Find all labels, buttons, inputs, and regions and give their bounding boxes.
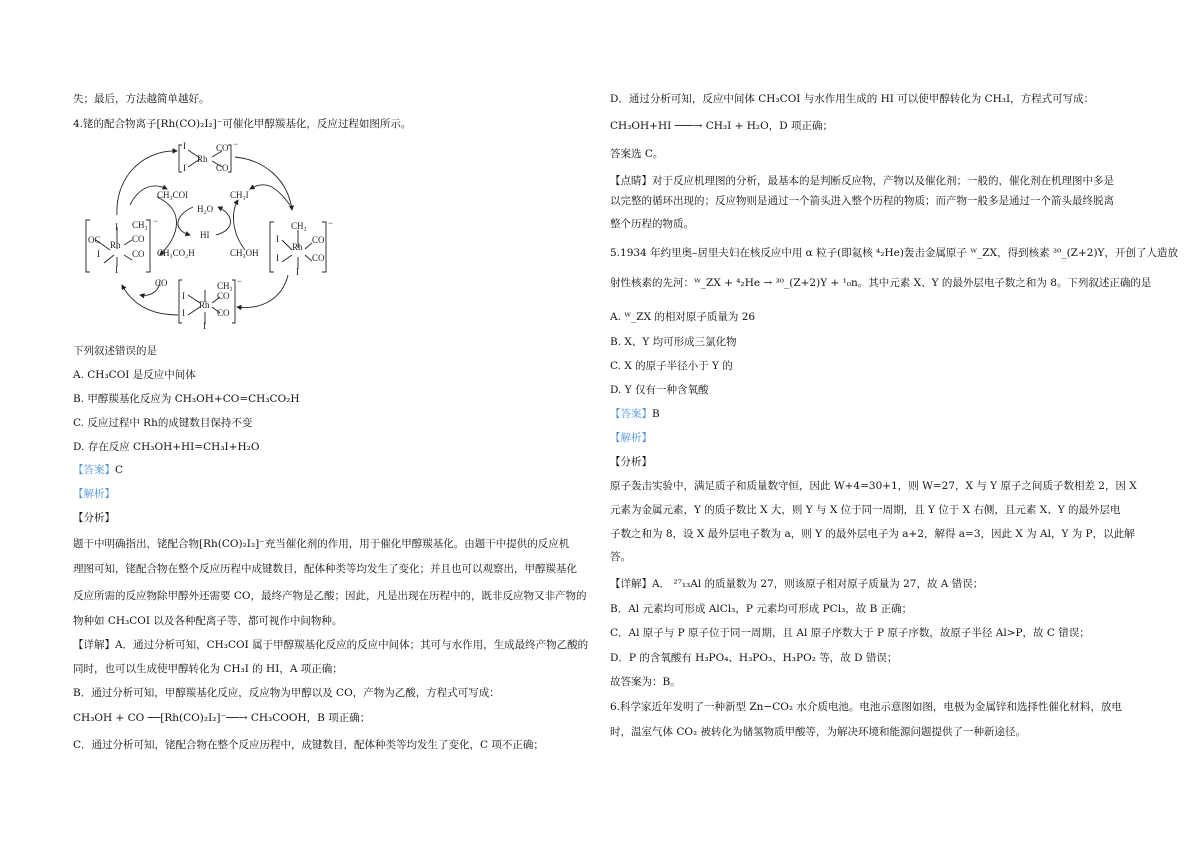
bottom-complex-I1: I	[182, 291, 185, 301]
text-line	[73, 662, 343, 676]
line-text: 原子轰击实验中，满足质子和质量数守恒，因此 W+4=30+1，则 W=27，X 与 Y 原子之间质子数相差 2，因 X	[610, 480, 1137, 492]
text-line	[610, 503, 1121, 517]
line-text: 答。	[610, 551, 631, 563]
text-line	[610, 651, 897, 665]
right-complex-co1: CO	[312, 235, 325, 245]
line-text: 题干中明确指出，铑配合物[Rh(CO)₂I₂]⁻充当催化剂的作用，用于催化甲醇羰基化。由题干中提供的反应机	[73, 538, 570, 550]
text-line	[610, 359, 733, 373]
text-line	[610, 217, 694, 231]
text-line	[610, 675, 681, 689]
text-line	[610, 725, 1026, 739]
line-text: 4.铑的配合物离子[Rh(CO)₂I₂]⁻可催化甲醇羰基化，反应过程如图所示。	[73, 118, 412, 130]
text-line	[610, 92, 1094, 106]
text-line	[610, 455, 652, 469]
line-text: B．通过分析可知，甲醇羰基化反应，反应物为甲醇以及 CO，产物为乙酸，方程式可写成：	[73, 687, 500, 699]
line-text: 故答案为：B。	[610, 676, 681, 688]
text-line	[73, 487, 115, 501]
text-line	[610, 577, 983, 591]
line-text: 时，温室气体 CO₂ 被转化为储氢物质甲酸等，为解决环境和能源问题提供了一种新途径。	[610, 726, 1027, 738]
bottom-complex-charge: −	[237, 276, 243, 286]
left-complex-co1: CO	[132, 234, 145, 244]
left-complex-I-left: I	[97, 249, 100, 259]
bottom-complex-ch3: CH₃	[217, 281, 233, 291]
bottom-complex-I3: I	[203, 321, 206, 331]
bottom-complex-co2: CO	[217, 308, 230, 318]
text-line	[73, 368, 196, 382]
right-complex-I1: I	[276, 234, 279, 244]
text-line	[610, 335, 737, 349]
line-text: CH₃OH + CO ──[Rh(CO)₂I₂]⁻──→ CH₃COOH，B 项正确；	[73, 712, 371, 724]
line-text: 答案选 C。	[610, 148, 664, 160]
left-complex-oc: OC	[88, 235, 101, 245]
text-line	[73, 416, 252, 430]
text-line	[610, 147, 663, 161]
text-line	[610, 194, 1114, 208]
line-text: B. 甲醇羰基化反应为 CH₃OH+CO=CH₃CO₂H	[73, 393, 300, 405]
text-line	[610, 550, 631, 564]
text-line	[610, 479, 1137, 493]
section-label: 【答案】	[73, 464, 115, 476]
line-text: D．通过分析可知，反应中间体 CH₃COI 与水作用生成的 HI 可以使甲醇转化为 CH₃I，方程式可写成：	[610, 93, 1095, 105]
line-text: 子数之和为 8，设 X 最外层电子数为 a，则 Y 的最外层电子为 a+2，解得 a=3，因此 X 为 Al，Y 为 P，以此解	[610, 528, 1135, 540]
right-complex-I2: I	[276, 253, 279, 263]
line-text: 元素为金属元素，Y 的质子数比 X 大，则 Y 与 X 位于同一周期，且 Y 位于 X 右侧，且元素 X、Y 的最外层电	[610, 504, 1121, 516]
left-complex-I-top: I	[115, 222, 118, 232]
text-line	[610, 700, 1122, 714]
text-line	[73, 463, 123, 477]
section-label: 【分析】	[73, 512, 115, 524]
right-complex-charge: −	[328, 218, 334, 228]
text-line	[610, 119, 833, 133]
line-text: D．P 的含氧酸有 H₃PO₄、H₃PO₃、H₃PO₂ 等，故 D 错误；	[610, 652, 898, 664]
section-label: 【答案】	[610, 408, 652, 420]
line-text: 同时，也可以生成使甲醇转化为 CH₃I 的 HI，A 项正确；	[73, 663, 343, 675]
text-line	[610, 174, 1114, 188]
line-text: C．Al 原子与 P 原子位于同一周期，且 Al 原子序数大于 P 原子序数，故原子半径 Al>P，故 C 错误；	[610, 627, 1090, 639]
text-line	[610, 310, 755, 324]
species-ch3co2h: CH₃CO₂H	[157, 248, 195, 258]
line-text: 整个历程的物质。	[610, 218, 694, 230]
text-line	[610, 407, 660, 421]
line-text: 理图可知，铑配合物在整个反应历程中成键数目，配体种类等均发生了变化；并且也可以观察出，甲醇羰基化	[73, 563, 577, 575]
line-text: 【详解】A．通过分析可知，CH₃COI 属于甲醇羰基化反应的反应中间体；其可与水作用，生成最终产物乙酸的	[73, 639, 589, 651]
text-line	[73, 344, 157, 358]
top-complex-charge: −	[233, 139, 239, 149]
top-complex-Rh: Rh	[197, 154, 208, 164]
species-hi: HI	[200, 230, 210, 240]
text-line	[610, 602, 912, 616]
section-label: 【解析】	[610, 432, 652, 444]
text-line	[610, 383, 709, 397]
text-line	[73, 614, 342, 628]
line-text: 失；最后，方法越简单越好。	[73, 93, 210, 105]
line-text: B. X、Y 均可形成三氯化物	[610, 336, 737, 348]
right-complex-rh: Rh	[292, 242, 303, 252]
line-text: 物种如 CH₃COI 以及各种配离子等，都可视作中间物种。	[73, 615, 343, 627]
line-text: D. Y 仅有一种含氧酸	[610, 384, 709, 396]
right-complex-ch3: CH₃	[291, 221, 307, 231]
line-text: C．通过分析可知，铑配合物在整个反应历程中，成键数目，配体种类等均发生了变化，C 项不正确；	[73, 739, 544, 751]
line-text: CH₃OH+HI ───→ CH₃I + H₂O，D 项正确；	[610, 120, 833, 132]
text-line	[73, 638, 588, 652]
section-label: 【分析】	[610, 456, 652, 468]
text-line	[73, 511, 115, 525]
left-complex-rh: Rh	[110, 240, 121, 250]
text-line	[73, 537, 569, 551]
text-line	[73, 392, 300, 406]
species-ch3oh: CH₃OH	[230, 248, 259, 258]
top-complex-I1: I	[183, 141, 186, 151]
species-ch3coi: CH₃COI	[157, 190, 189, 200]
species-h2o: H₂O	[197, 204, 214, 214]
text-line	[73, 589, 586, 603]
bottom-complex-rh: Rh	[199, 300, 210, 310]
line-text: 6.科学家近年发明了一种新型 Zn−CO₂ 水介质电池。电池示意图如图，电极为金属锌和选择性催化材料，放电	[610, 701, 1122, 713]
bottom-complex-co1: CO	[217, 291, 230, 301]
line-text: A. CH₃COI 是反应中间体	[73, 369, 196, 381]
right-complex-co2: CO	[312, 253, 325, 263]
top-complex-I2: I	[183, 163, 186, 173]
left-complex-I-bottom: I	[115, 265, 118, 275]
text-line	[73, 440, 259, 454]
species-ch3i: CH₃I	[230, 190, 249, 200]
line-text: 以完整的循环出现的；反应物则是通过一个箭头进入整个历程的物质；而产物一般多是通过一个箭头最终脱离	[610, 195, 1114, 207]
line-text: A. ᵂ_ZX 的相对原子质量为 26	[610, 311, 756, 323]
bottom-complex-I2: I	[182, 308, 185, 318]
left-complex-charge: −	[153, 216, 159, 226]
line-text: 5.1934 年约里奥–居里夫妇在核反应中用 α 粒子(即氦核 ⁴₂He)轰击金属原子 ᵂ_ZX，得到核素 ³⁰_(Z+2)Y，开创了人造放	[610, 247, 1178, 259]
text-line	[73, 711, 370, 725]
line-text: 射性核素的先河：ᵂ_ZX + ⁴₂He → ³⁰_(Z+2)Y + ¹₀n。其中元素 X、Y 的最外层电子数之和为 8。下列叙述正确的是	[610, 277, 1152, 289]
text-line	[73, 686, 500, 700]
top-complex-CO2: CO	[216, 163, 229, 173]
line-text: B	[652, 408, 660, 420]
line-text: C. X 的原子半径小于 Y 的	[610, 360, 733, 372]
left-complex-ch3: CH₃	[132, 220, 148, 230]
text-line	[610, 246, 1178, 260]
line-text: 【详解】A． ²⁷₁₃Al 的质量数为 27，则该原子相对原子质量为 27，故 A 错误；	[610, 578, 984, 590]
text-line	[73, 738, 544, 752]
text-line	[610, 276, 1151, 290]
text-line	[610, 431, 652, 445]
reaction-mechanism-diagram	[60, 85, 360, 335]
line-text: 下列叙述错误的是	[73, 345, 157, 357]
line-text: D. 存在反应 CH₃OH+HI=CH₃I+H₂O	[73, 441, 260, 453]
text-line	[610, 626, 1090, 640]
text-line	[610, 527, 1135, 541]
line-text: C	[115, 464, 124, 476]
section-label: 【解析】	[73, 488, 115, 500]
text-line	[73, 562, 577, 576]
line-text: 反应所需的反应物除甲醇外还需要 CO，最终产物是乙酸；因此，凡是出现在历程中的，既非反应物又非产物的	[73, 590, 587, 602]
right-complex-I3: I	[296, 267, 299, 277]
line-text: B．Al 元素均可形成 AlCl₃，P 元素均可形成 PCl₃，故 B 正确；	[610, 603, 913, 615]
left-complex-co2: CO	[132, 249, 145, 259]
line-text: 【点睛】对于反应机理图的分析，最基本的是判断反应物，产物以及催化剂；一般的，催化剂在机理图中多是	[610, 175, 1114, 187]
species-co: CO	[155, 278, 168, 288]
top-complex-CO1: CO	[216, 143, 229, 153]
line-text: C. 反应过程中 Rh的成键数目保持不变	[73, 417, 253, 429]
